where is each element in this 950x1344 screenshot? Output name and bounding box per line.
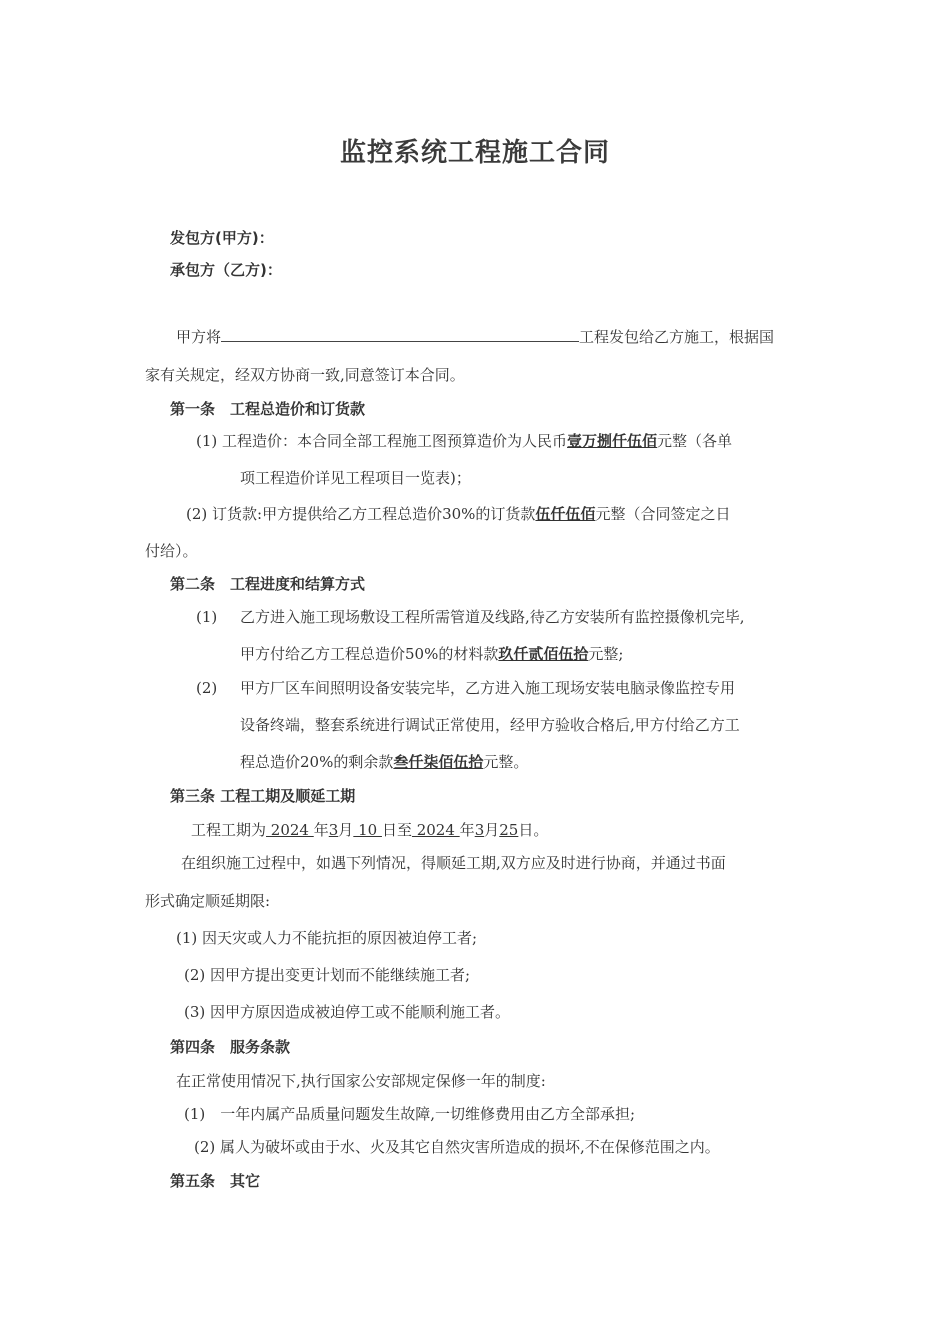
article-2-item-2-cont: 设备终端，整套系统进行调试正常使用，经甲方验收合格后,甲方付给乙方工 <box>240 716 740 734</box>
article-2-item-2-num: (2) <box>196 679 218 697</box>
item-text: 工程工期为 <box>191 821 267 839</box>
delay-condition-2: (2) 因甲方提出变更计划而不能继续施工者; <box>184 966 471 984</box>
article-2-item-1-cont <box>240 643 623 665</box>
amount-materials: 玖仟贰佰伍拾 <box>498 645 589 663</box>
end-month: 3 <box>474 821 485 839</box>
article-1-item-2-cont: 付给）。 <box>145 542 198 560</box>
item-text: 年 <box>459 821 475 839</box>
amount-deposit: 伍仟伍佰 <box>535 505 596 523</box>
article-1-heading: 第一条 工程总造价和订货款 <box>170 400 366 418</box>
item-text: 元整（各单 <box>657 432 733 450</box>
article-5-heading: 第五条 其它 <box>170 1172 261 1190</box>
item-text: 月 <box>338 821 354 839</box>
item-text: 元整（合同签定之日 <box>595 505 731 523</box>
start-day: 10 <box>353 821 382 839</box>
article-3-paragraph-cont: 形式确定顺延期限: <box>145 892 271 910</box>
start-year: 2024 <box>266 821 314 839</box>
construction-period <box>191 819 548 841</box>
project-name-blank <box>221 325 579 342</box>
intro-post: 工程发包给乙方施工，根据国 <box>579 328 775 346</box>
item-text: 年 <box>313 821 329 839</box>
page-title: 监控系统工程施工合同 <box>339 138 610 168</box>
item-text: 日。 <box>518 821 549 839</box>
article-2-item-1: 乙方进入施工现场敷设工程所需管道及线路,待乙方安装所有监控摄像机完毕, <box>240 608 745 626</box>
article-1-item-2 <box>186 503 730 525</box>
article-2-heading: 第二条 工程进度和结算方式 <box>170 575 366 593</box>
party-b-label: 承包方（乙方)： <box>170 261 282 279</box>
intro-line-1 <box>176 325 774 348</box>
article-3-heading: 第三条 工程工期及顺延工期 <box>170 787 356 805</box>
end-day: 25 <box>499 821 519 839</box>
service-clause-2: (2) 属人为破坏或由于水、火及其它自然灾害所造成的损坏,不在保修范围之内。 <box>194 1138 720 1156</box>
article-1-item-1 <box>196 430 732 452</box>
article-3-paragraph: 在组织施工过程中，如遇下列情况，得顺延工期,双方应及时进行协商，并通过书面 <box>181 854 726 872</box>
item-text: 日至 <box>381 821 412 839</box>
end-year: 2024 <box>411 821 460 839</box>
delay-condition-3: (3) 因甲方原因造成被迫停工或不能顺利施工者。 <box>184 1003 511 1021</box>
delay-condition-1: (1) 因天灾或人力不能抗拒的原因被迫停工者; <box>176 929 478 947</box>
item-text: (2) 订货款:甲方提供给乙方工程总造价30%的订货款 <box>186 505 536 523</box>
item-text: 元整; <box>588 645 624 663</box>
article-2-item-2-cont-2 <box>240 751 528 773</box>
intro-line-2: 家有关规定，经双方协商一致,同意签订本合同。 <box>145 366 465 384</box>
item-text: 甲方付给乙方工程总造价50%的材料款 <box>240 645 499 663</box>
amount-balance: 叁仟柒佰伍拾 <box>393 753 484 771</box>
item-text: 月 <box>484 821 500 839</box>
item-text: 元整。 <box>483 753 529 771</box>
intro-pre: 甲方将 <box>176 328 222 346</box>
service-clause-1: (1) 一年内属产品质量问题发生故障,一切维修费用由乙方全部承担; <box>184 1105 636 1123</box>
item-text: (1) 工程造价：本合同全部工程施工图预算造价为人民币 <box>196 432 568 450</box>
article-2-item-2: 甲方厂区车间照明设备安装完毕，乙方进入施工现场安装电脑录像监控专用 <box>240 679 736 697</box>
amount-total: 壹万捌仟伍佰 <box>567 432 658 450</box>
item-text: 程总造价20%的剩余款 <box>240 753 394 771</box>
article-2-item-1-num: (1) <box>196 608 218 626</box>
start-month: 3 <box>328 821 339 839</box>
party-a-label: 发包方(甲方)： <box>170 229 274 247</box>
article-4-paragraph: 在正常使用情况下,执行国家公安部规定保修一年的制度: <box>176 1072 546 1090</box>
article-4-heading: 第四条 服务条款 <box>170 1038 291 1056</box>
article-1-item-1-cont: 项工程造价详见工程项目一览表)； <box>240 469 471 487</box>
